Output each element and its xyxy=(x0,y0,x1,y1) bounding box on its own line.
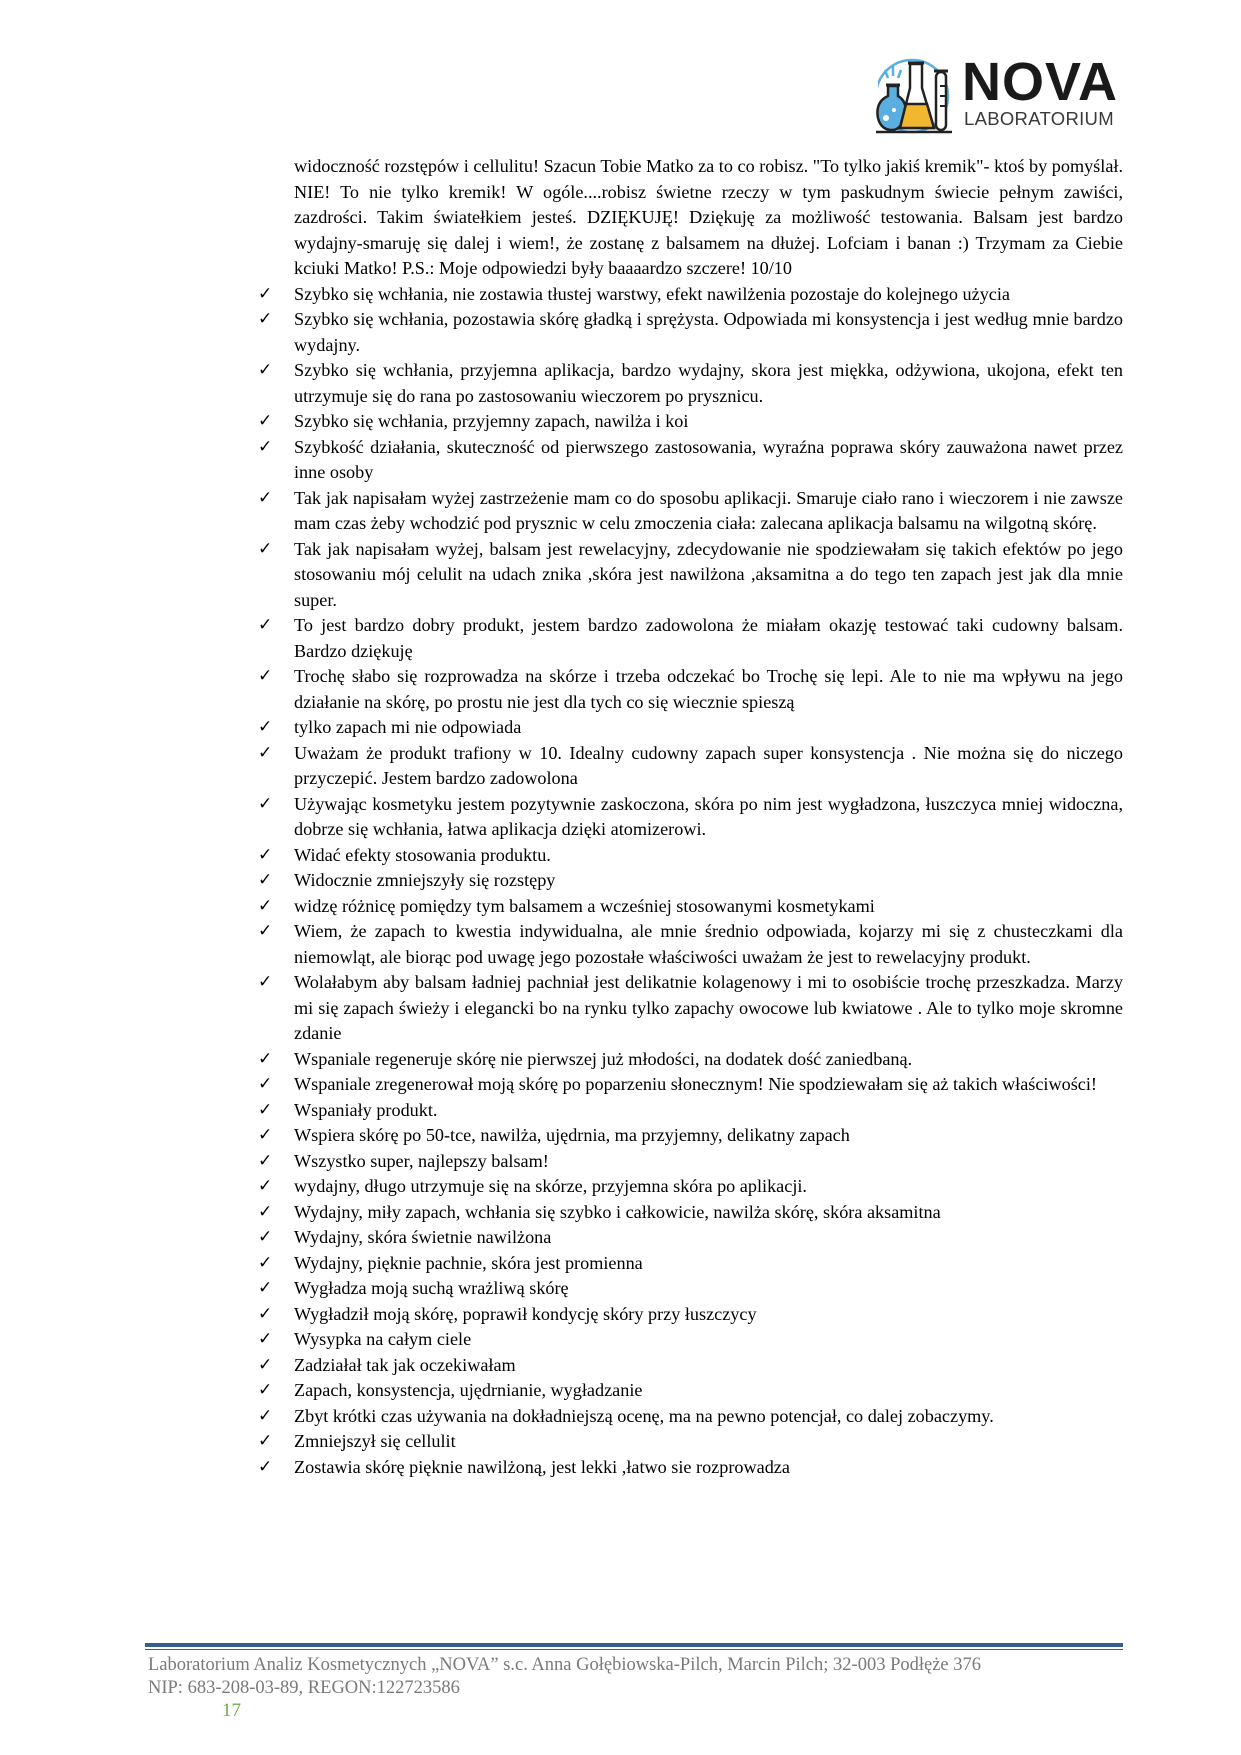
review-text: To jest bardzo dobry produkt, jestem bardzo zadowolona że miałam okazję testować taki cudowny balsam. Bardzo dziękuję xyxy=(294,615,1123,661)
review-item xyxy=(255,613,1123,664)
review-item xyxy=(255,1327,1123,1353)
footer-tax-ids: NIP: 683-208-03-89, REGON:122723586 xyxy=(148,1678,460,1698)
checkmark-icon: ✓ xyxy=(258,283,273,304)
review-text: Wydajny, pięknie pachnie, skóra jest promienna xyxy=(294,1252,643,1273)
review-text: Wydajny, miły zapach, wchłania się szybko i całkowicie, nawilża skórę, skóra aksamitna xyxy=(294,1201,941,1222)
page-number: 17 xyxy=(222,1700,241,1721)
footer-address: Laboratorium Analiz Kosmetycznych „NOVA” s.c. Anna Gołębiowska-Pilch, Marcin Pilch; 32-003 Podłęże 376 xyxy=(148,1655,982,1675)
review-text: Wspiera skórę po 50-tce, nawilża, ujędrnia, ma przyjemny, delikatny zapach xyxy=(294,1125,850,1145)
checkmark-icon: ✓ xyxy=(258,1099,273,1120)
checkmark-icon: ✓ xyxy=(258,742,273,763)
review-item xyxy=(255,1174,1123,1200)
review-item xyxy=(255,1225,1123,1251)
checkmark-icon: ✓ xyxy=(258,1125,273,1145)
review-item xyxy=(255,1072,1123,1098)
checkmark-icon: ✓ xyxy=(258,1074,273,1094)
review-text: Uważam że produkt trafiony w 10. Idealny cudowny zapach super konsystencja . Nie można się do niczego przyczepić. Jestem bardzo zadowolona xyxy=(294,742,1123,788)
checkmark-icon: ✓ xyxy=(258,870,273,890)
review-item xyxy=(255,741,1123,792)
review-text: widzę różnicę pomiędzy tym balsamem a wcześniej stosowanymi kosmetykami xyxy=(294,895,875,916)
review-item xyxy=(255,843,1123,869)
checkmark-icon: ✓ xyxy=(258,360,273,380)
review-item xyxy=(255,307,1123,358)
review-item xyxy=(255,715,1123,741)
checkmark-icon: ✓ xyxy=(258,1278,273,1298)
review-text: wydajny, długo utrzymuje się na skórze, przyjemna skóra po aplikacji. xyxy=(294,1176,807,1196)
checkmark-icon: ✓ xyxy=(258,1431,273,1451)
checkmark-icon: ✓ xyxy=(258,1380,273,1400)
review-text: Trochę słabo się rozprowadza na skórze i trzeba odczekać bo Trochę się lepi. Ale to nie ma wpływu na jego działanie na skórę, po prostu nie jest dla tych co się wiecznie spieszą xyxy=(294,666,1123,712)
review-item xyxy=(255,1047,1123,1073)
checkmark-icon: ✓ xyxy=(258,666,273,686)
checkmark-icon: ✓ xyxy=(258,411,273,431)
review-item xyxy=(255,970,1123,1047)
logo-name: NOVA xyxy=(962,52,1119,112)
review-item xyxy=(255,1302,1123,1328)
review-text: Szybkość działania, skuteczność od pierwszego zastosowania, wyraźna poprawa skóry zauważona nawet przez inne osoby xyxy=(294,436,1123,482)
checkmark-icon: ✓ xyxy=(258,1048,273,1069)
checkmark-icon: ✓ xyxy=(258,844,273,865)
review-item xyxy=(255,435,1123,486)
review-text: Tak jak napisałam wyżej zastrzeżenie mam co do sposobu aplikacji. Smaruje ciało rano i wieczorem i nie zawsze mam czas żeby wchodzić pod prysznic w celu zmoczenia ciała: zalecana aplikacja balsamu na wilgotną skórę. xyxy=(294,487,1123,533)
review-item xyxy=(255,1455,1123,1481)
review-text: Szybko się wchłania, pozostawia skórę gładką i sprężysta. Odpowiada mi konsystencja i jest według mnie bardzo wydajny. xyxy=(294,309,1123,355)
checkmark-icon: ✓ xyxy=(258,615,273,635)
nova-logo xyxy=(872,52,1119,136)
review-item xyxy=(255,409,1123,435)
checkmark-icon: ✓ xyxy=(258,1456,273,1477)
review-continuation: widoczność rozstępów i cellulitu! Szacun Tobie Matko za to co robisz. "To tylko jakiś kremik"- ktoś by pomyślał. NIE! To nie tylko kremik! W ogóle....robisz świetne rzeczy w tym paskudnym świecie pełnym zawiści, zazdrości. Takim światełkiem jesteś. DZIĘKUJĘ! Dziękuję za możliwość testowania. Balsam jest bardzo wydajny-smaruję się dalej i wiem!, że zostanę z balsamem na dłużej. Lofciam i banan :) Trzymam za Ciebie kciuki Matko! P.S.: Moje odpowiedzi były baaaardzo szczere! 10/10 xyxy=(294,156,1123,278)
review-item xyxy=(255,664,1123,715)
footer-divider xyxy=(145,1643,1123,1650)
review-text: Szybko się wchłania, przyjemny zapach, nawilża i koi xyxy=(294,411,689,431)
checkmark-icon: ✓ xyxy=(258,1405,273,1426)
checkmark-icon: ✓ xyxy=(258,538,273,559)
checkmark-icon: ✓ xyxy=(258,895,273,916)
checkmark-icon: ✓ xyxy=(258,793,273,814)
review-text: Wspaniale zregenerował moją skórę po poparzeniu słonecznym! Nie spodziewałam się aż takich właściwości! xyxy=(294,1074,1097,1094)
review-item xyxy=(255,792,1123,843)
checkmark-icon: ✓ xyxy=(258,1176,273,1196)
review-text: Używając kosmetyku jestem pozytywnie zaskoczona, skóra po nim jest wygładzona, łuszczyca mniej widoczna, dobrze się wchłania, łatwa aplikacja dzięki atomizerowi. xyxy=(294,793,1123,839)
checkmark-icon: ✓ xyxy=(258,1201,273,1222)
review-text: tylko zapach mi nie odpowiada xyxy=(294,717,522,737)
review-text: Zmniejszył się cellulit xyxy=(294,1431,456,1451)
checkmark-icon: ✓ xyxy=(258,1303,273,1324)
checkmark-icon: ✓ xyxy=(258,436,273,457)
checkmark-icon: ✓ xyxy=(258,1150,273,1171)
review-text: Zostawia skórę pięknie nawilżoną, jest lekki ,łatwo sie rozprowadza xyxy=(294,1456,790,1477)
review-item xyxy=(255,1098,1123,1124)
review-text: Zbyt krótki czas używania na dokładniejszą ocenę, ma na pewno potencjał, co dalej zobaczymy. xyxy=(294,1405,994,1426)
review-text: Wiem, że zapach to kwestia indywidualna, ale mnie średnio odpowiada, kojarzy mi się z chusteczkami dla niemowląt, ale biorąc pod uwagę jego pozostałe właściwości uważam że jest to rewelacyjny produkt. xyxy=(294,921,1123,967)
checkmark-icon: ✓ xyxy=(258,1354,273,1375)
checkmark-icon: ✓ xyxy=(258,972,273,992)
review-item xyxy=(255,1149,1123,1175)
review-text: Szybko się wchłania, przyjemna aplikacja, bardzo wydajny, skora jest miękka, odżywiona, ukojona, efekt ten utrzymuje się do rana po zastosowaniu wieczorem po prysznicu. xyxy=(294,360,1123,406)
review-list xyxy=(255,282,1123,1481)
review-text: Widocznie zmniejszyły się rozstępy xyxy=(294,870,556,890)
review-text: Wolałabym aby balsam ładniej pachniał jest delikatnie kolagenowy i mi to osobiście trochę przeszkadza. Marzy mi się zapach świeży i elegancki bo na rynku tylko zapachy owocowe lub kwiatowe . Ale to tylko moje skromne zdanie xyxy=(294,972,1123,1043)
review-text: Widać efekty stosowania produktu. xyxy=(294,844,551,865)
checkmark-icon: ✓ xyxy=(258,309,273,329)
review-item xyxy=(255,1353,1123,1379)
review-item xyxy=(255,1251,1123,1277)
review-text: Zadziałał tak jak oczekiwałam xyxy=(294,1354,516,1375)
review-item xyxy=(255,1276,1123,1302)
checkmark-icon: ✓ xyxy=(258,1227,273,1247)
review-item xyxy=(255,868,1123,894)
review-item xyxy=(255,1123,1123,1149)
checkmark-icon: ✓ xyxy=(258,717,273,737)
review-item xyxy=(255,1378,1123,1404)
footer xyxy=(148,1654,981,1700)
review-text: Wygładza moją suchą wrażliwą skórę xyxy=(294,1278,569,1298)
review-text: Wygładził moją skórę, poprawił kondycję skóry przy łuszczycy xyxy=(294,1303,757,1324)
review-item xyxy=(255,919,1123,970)
review-item xyxy=(255,358,1123,409)
checkmark-icon: ✓ xyxy=(258,1252,273,1273)
review-text: Tak jak napisałam wyżej, balsam jest rewelacyjny, zdecydowanie nie spodziewałam się takich efektów po jego stosowaniu mój celulit na udach znika ,skóra jest nawilżona ,aksamitna a do tego ten zapach jest jak dla mnie super. xyxy=(294,538,1123,610)
review-text: Wspaniale regeneruje skórę nie pierwszej już młodości, na dodatek dość zaniedbaną. xyxy=(294,1048,913,1069)
review-item xyxy=(255,1429,1123,1455)
checkmark-icon: ✓ xyxy=(258,487,273,508)
review-item xyxy=(255,282,1123,308)
logo-subtitle: LABORATORIUM xyxy=(964,108,1114,129)
review-text: Wydajny, skóra świetnie nawilżona xyxy=(294,1227,552,1247)
review-content xyxy=(255,154,1123,1480)
review-item xyxy=(255,1200,1123,1226)
review-item xyxy=(255,894,1123,920)
checkmark-icon: ✓ xyxy=(258,1329,273,1349)
lab-flasks-icon xyxy=(872,52,958,136)
review-item xyxy=(255,486,1123,537)
review-text: Zapach, konsystencja, ujędrnianie, wygładzanie xyxy=(294,1380,643,1400)
review-text: Szybko się wchłania, nie zostawia tłustej warstwy, efekt nawilżenia pozostaje do kolejnego użycia xyxy=(294,283,1010,304)
checkmark-icon: ✓ xyxy=(258,921,273,941)
review-item xyxy=(255,537,1123,614)
review-text: Wszystko super, najlepszy balsam! xyxy=(294,1150,549,1171)
review-text: Wysypka na całym ciele xyxy=(294,1329,472,1349)
review-text: Wspaniały produkt. xyxy=(294,1099,438,1120)
review-item xyxy=(255,1404,1123,1430)
